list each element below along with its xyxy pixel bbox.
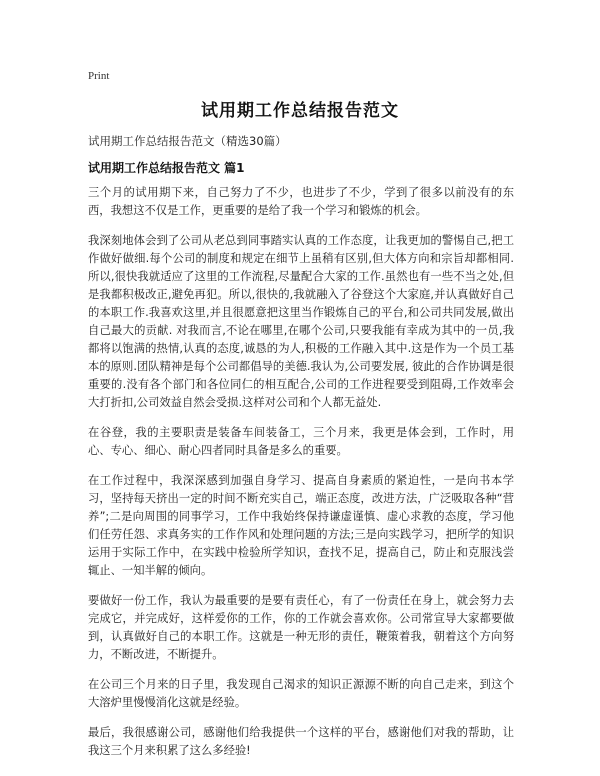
document-body [88, 184, 514, 772]
paragraph: 我深刻地体会到了公司从老总到同事踏实认真的工作态度，让我更加的警惕自己,把工作做好做细.每个公司的制度和规定在细节上虽稍有区别,但大体方向和宗旨却都相同.所以,很快我就适应了这里的工作流程,尽量配合大家的工作.虽然也有一些不当之处,但是我都积极改正,避免再犯。所以,很快的,我就融入了谷登这个大家庭,并认真做好自己的本职工作.我喜欢这里,并且很愿意把这里当作锻炼自己的平台,和公司共同发展,做出自己最大的贡献. 对我而言,不论在哪里,在哪个公司,只要我能有幸成为其中的一员,我都将以饱满的热情,认真的态度,诚恳的为人,积极的工作融入其中.这是作为一个员工基本的原则.团队精神是每个公司都倡导的美德.我认为,公司要发展, 彼此的合作协调是很重要的.没有各个部门和各位同仁的相互配合,公司的工作进程要受到阻碍,工作效率会大打折扣,公司效益自然会受损.这样对公司和个人都无益处. [88, 234, 514, 409]
paragraph: 在工作过程中，我深深感到加强自身学习、提高自身素质的紧迫性，一是向书本学习，坚持每天挤出一定的时间不断充实自己，端正态度，改进方法，广泛吸取各种“营养”;二是向周围的同事学习，工作中我始终保持谦虚谨慎、虚心求教的态度，学习他们任劳任怨、求真务实的工作作风和处理问题的方法;三是向实践学习，把所学的知识运用于实际工作中，在实践中检验所学知识，查找不足，提高自己，防止和克服浅尝辄止、一知半解的倾向。 [88, 474, 514, 577]
document-subtitle: 试用期工作总结报告范文（精选30篇） [88, 134, 287, 148]
paragraph: 在谷登，我的主要职责是装备车间装备工，三个月来，我更是体会到，工作时，用心、专心、细心、耐心四者同时具备是多么的重要。 [88, 426, 514, 457]
page-title: 试用期工作总结报告范文 [201, 101, 399, 121]
paragraph: 三个月的试用期下来，自己努力了不少，也进步了不少，学到了很多以前没有的东西，我想这不仅是工作，更重要的是给了我一个学习和锻炼的机会。 [88, 186, 514, 217]
section-heading: 试用期工作总结报告范文 篇1 [88, 161, 245, 175]
paragraph: 要做好一份工作，我认为最重要的是要有责任心，有了一份责任在身上，就会努力去完成它，并完成好，这样爱你的工作，你的工作就会喜欢你。公司常宣导大家都要做到，认真做好自己的本职工作。这就是一种无形的责任，鞭策着我，朝着这个方向努力，不断改进，不断提升。 [88, 594, 514, 661]
paragraph: 在公司三个月来的日子里，我发现自己渴求的知识正源源不断的向自己走来，到这个大溶炉里慢慢消化这就是经验。 [88, 678, 514, 709]
paragraph: 最后，我很感谢公司，感谢他们给我提供一个这样的平台，感谢他们对我的帮助，让我这三个月来积累了这么多经验! [88, 726, 514, 757]
print-label: Print [88, 70, 110, 82]
